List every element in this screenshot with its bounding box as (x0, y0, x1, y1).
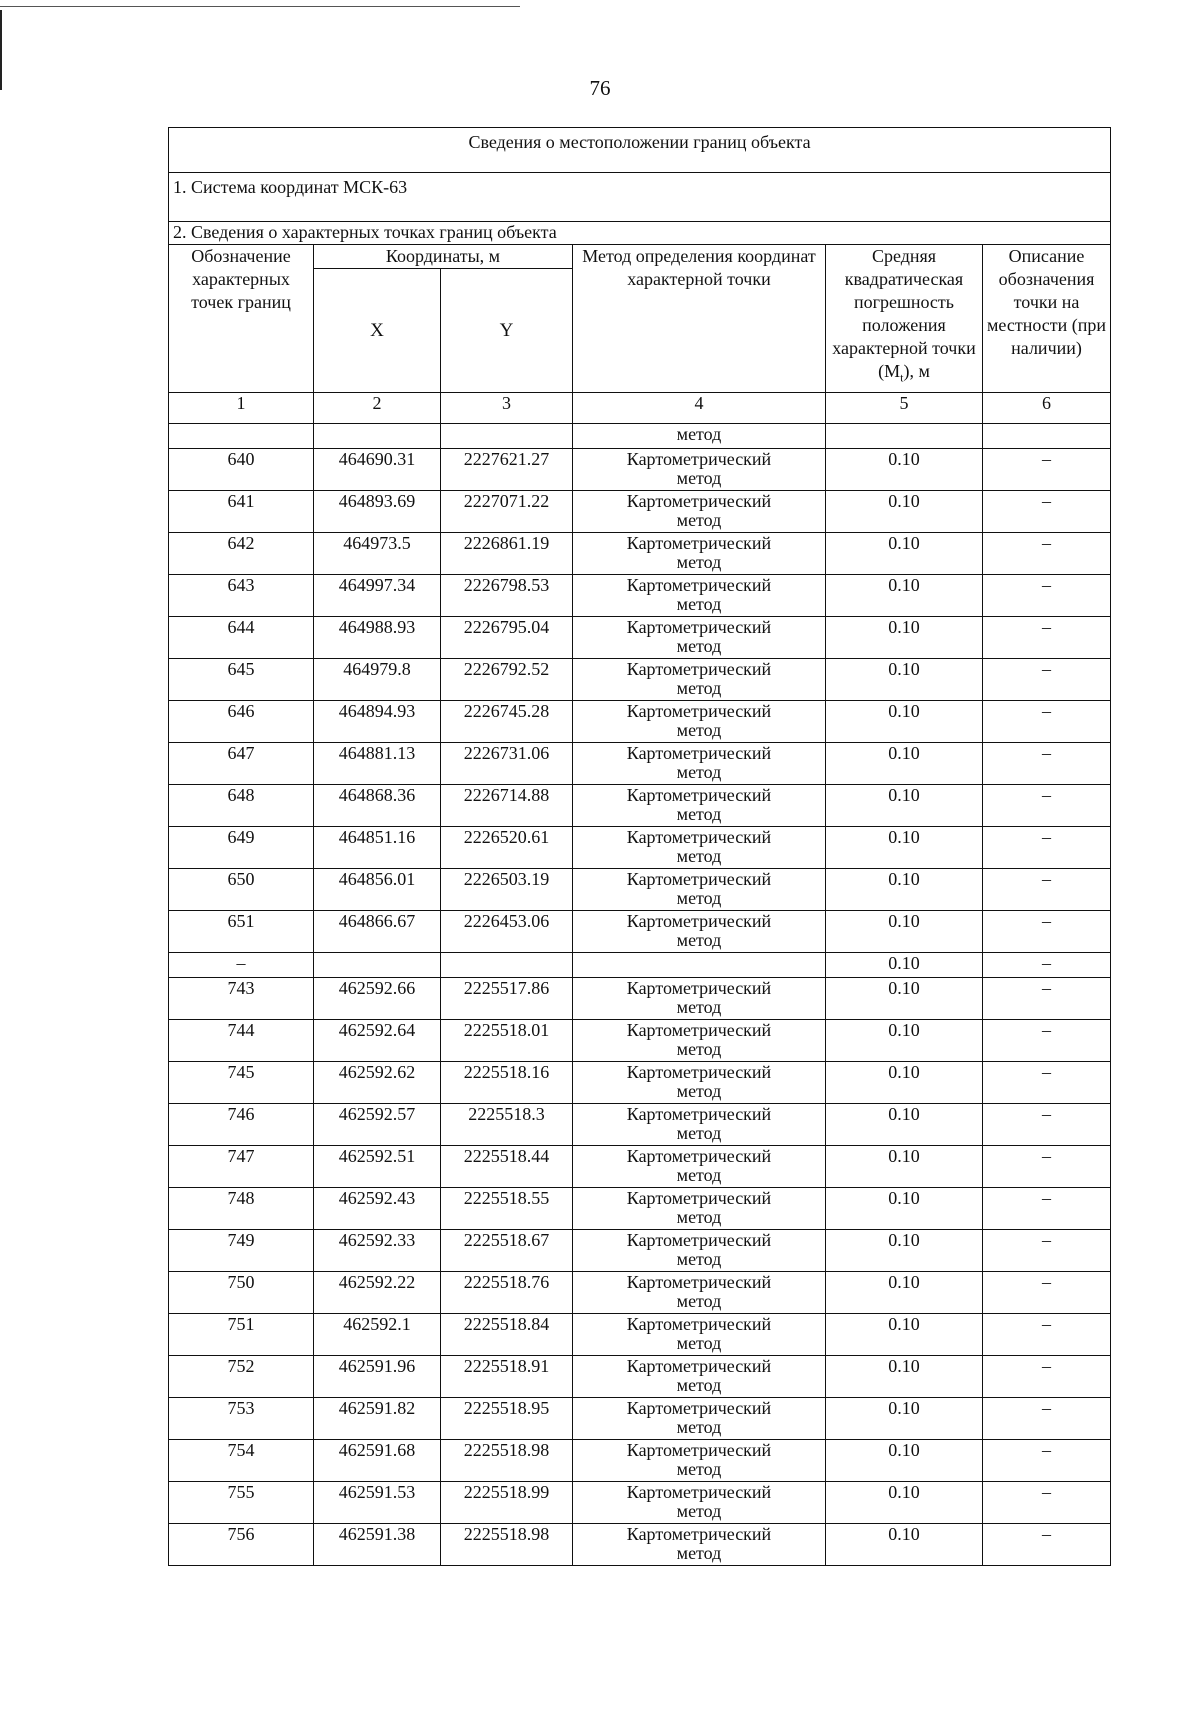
description-cell: – (983, 1314, 1111, 1356)
x-cell: 462591.38 (314, 1524, 441, 1566)
point-cell: 747 (169, 1146, 314, 1188)
method-line-1: Картометрический (626, 869, 772, 889)
method-cell (573, 1398, 826, 1440)
method-line-2: метод (676, 510, 722, 530)
y-cell: 2226798.53 (441, 575, 573, 617)
point-cell: 753 (169, 1398, 314, 1440)
method-line-1: Картометрический (626, 1146, 772, 1166)
x-cell: 462591.68 (314, 1440, 441, 1482)
error-cell: 0.10 (826, 1104, 983, 1146)
method-line-2: метод (676, 1039, 722, 1059)
description-cell: – (983, 1230, 1111, 1272)
table-title: Сведения о местоположении границ объекта (169, 128, 1111, 173)
header-y: Y (441, 269, 573, 393)
y-cell: 2225518.16 (441, 1062, 573, 1104)
point-cell: 743 (169, 978, 314, 1020)
error-cell: 0.10 (826, 953, 983, 978)
table-row (169, 743, 1111, 785)
method-line-2: метод (676, 1417, 722, 1437)
y-cell: 2225518.84 (441, 1314, 573, 1356)
point-cell: 755 (169, 1482, 314, 1524)
method-cell (573, 1314, 826, 1356)
table-row (169, 869, 1111, 911)
method-line-2: метод (676, 1207, 722, 1227)
method-cell (573, 785, 826, 827)
description-cell: – (983, 659, 1111, 701)
method-line-2: метод (676, 678, 722, 698)
method-cell (573, 978, 826, 1020)
error-cell: 0.10 (826, 1524, 983, 1566)
y-cell: 2225518.67 (441, 1230, 573, 1272)
method-line-2: метод (676, 930, 722, 950)
method-line-2: метод (676, 1543, 722, 1563)
method-line-1: Картометрический (626, 827, 772, 847)
y-cell: 2226745.28 (441, 701, 573, 743)
x-cell: 464690.31 (314, 449, 441, 491)
method-line-1: Картометрический (626, 1440, 772, 1460)
point-cell: 749 (169, 1230, 314, 1272)
method-line-2: метод (676, 997, 722, 1017)
method-line-1: Картометрический (626, 1398, 772, 1418)
table-row (169, 978, 1111, 1020)
method-line-1: Картометрический (626, 785, 772, 805)
method-cell (573, 953, 826, 978)
description-cell: – (983, 1020, 1111, 1062)
method-line-1: Картометрический (626, 1272, 772, 1292)
table-row (169, 1188, 1111, 1230)
y-cell: 2226795.04 (441, 617, 573, 659)
error-cell: 0.10 (826, 1062, 983, 1104)
method-cell (573, 449, 826, 491)
method-line-2: метод (676, 1165, 722, 1185)
error-cell: 0.10 (826, 1440, 983, 1482)
section-heading: 2. Сведения о характерных точках границ объекта (169, 222, 1111, 245)
description-cell: – (983, 869, 1111, 911)
description-cell: – (983, 743, 1111, 785)
method-line-1: Картометрический (626, 1020, 772, 1040)
method-line-2: метод (676, 594, 722, 614)
table-row (169, 1482, 1111, 1524)
method-line-2: метод (676, 1333, 722, 1353)
method-cell (573, 533, 826, 575)
description-cell: – (983, 827, 1111, 869)
point-cell: 650 (169, 869, 314, 911)
coordinate-system: 1. Система координат МСК-63 (169, 173, 1111, 222)
y-cell: 2226731.06 (441, 743, 573, 785)
scan-artifact-line (0, 6, 520, 7)
point-cell: 645 (169, 659, 314, 701)
point-cell: 642 (169, 533, 314, 575)
method-cell (573, 617, 826, 659)
method-line-1: Картометрический (626, 533, 772, 553)
col-number: 2 (314, 393, 441, 424)
method-cell (573, 1230, 826, 1272)
boundary-points-table (168, 127, 1111, 1566)
col-number: 4 (573, 393, 826, 424)
y-cell: 2225518.44 (441, 1146, 573, 1188)
col-number: 6 (983, 393, 1111, 424)
point-cell: 647 (169, 743, 314, 785)
error-cell: 0.10 (826, 701, 983, 743)
error-cell: 0.10 (826, 1272, 983, 1314)
y-cell: 2225518.99 (441, 1482, 573, 1524)
y-cell: 2225518.95 (441, 1398, 573, 1440)
x-cell: 462592.22 (314, 1272, 441, 1314)
method-cell (573, 1104, 826, 1146)
table-row (169, 1314, 1111, 1356)
error-cell: 0.10 (826, 785, 983, 827)
point-cell: 750 (169, 1272, 314, 1314)
method-cell (573, 743, 826, 785)
error-cell: 0.10 (826, 617, 983, 659)
x-cell: 464894.93 (314, 701, 441, 743)
header-description: Описание обозначения точки на местности (при наличии) (983, 245, 1111, 393)
method-line-1: Картометрический (626, 617, 772, 637)
method-line-1: Картометрический (626, 1104, 772, 1124)
table-row (169, 1356, 1111, 1398)
point-cell: 648 (169, 785, 314, 827)
header-point-designation: Обозначение характерных точек границ (169, 245, 314, 393)
point-cell: 651 (169, 911, 314, 953)
point-cell: 756 (169, 1524, 314, 1566)
method-line-2: метод (676, 1459, 722, 1479)
method-line-2: метод (676, 720, 722, 740)
header-x: X (314, 269, 441, 393)
point-cell: 754 (169, 1440, 314, 1482)
method-line-1: Картометрический (626, 1230, 772, 1250)
x-cell: 462592.43 (314, 1188, 441, 1230)
x-cell: 464997.34 (314, 575, 441, 617)
y-cell (441, 953, 573, 978)
x-cell (314, 953, 441, 978)
x-cell: 464866.67 (314, 911, 441, 953)
x-cell: 462592.51 (314, 1146, 441, 1188)
method-line-2: метод (676, 1123, 722, 1143)
x-cell: 464881.13 (314, 743, 441, 785)
method-line-2: метод (676, 762, 722, 782)
point-cell: 748 (169, 1188, 314, 1230)
method-line-1: Картометрический (626, 1524, 772, 1544)
method-line-1: Картометрический (626, 978, 772, 998)
method-line-2: метод (676, 1249, 722, 1269)
error-cell: 0.10 (826, 1188, 983, 1230)
method-cell (573, 659, 826, 701)
table-row (169, 911, 1111, 953)
y-cell: 2225518.98 (441, 1524, 573, 1566)
description-cell: – (983, 533, 1111, 575)
y-cell: 2226503.19 (441, 869, 573, 911)
point-cell: 746 (169, 1104, 314, 1146)
continuation-method: метод (573, 424, 826, 449)
table-row (169, 449, 1111, 491)
table-row (169, 1440, 1111, 1482)
description-cell: – (983, 1104, 1111, 1146)
x-cell: 464851.16 (314, 827, 441, 869)
x-cell: 462591.82 (314, 1398, 441, 1440)
table-row (169, 1524, 1111, 1566)
description-cell: – (983, 1440, 1111, 1482)
method-line-2: метод (676, 804, 722, 824)
description-cell: – (983, 575, 1111, 617)
point-cell: 640 (169, 449, 314, 491)
method-line-2: метод (676, 468, 722, 488)
description-cell: – (983, 449, 1111, 491)
method-line-2: метод (676, 846, 722, 866)
x-cell: 464973.5 (314, 533, 441, 575)
y-cell: 2225518.76 (441, 1272, 573, 1314)
description-cell: – (983, 701, 1111, 743)
error-cell: 0.10 (826, 1020, 983, 1062)
error-cell: 0.10 (826, 1398, 983, 1440)
method-line-1: Картометрический (626, 449, 772, 469)
error-cell: 0.10 (826, 743, 983, 785)
point-cell: 646 (169, 701, 314, 743)
method-line-1: Картометрический (626, 1356, 772, 1376)
header-method: Метод определения координат характерной точки (573, 245, 826, 393)
method-line-1: Картометрический (626, 1482, 772, 1502)
method-line-1: Картометрический (626, 1188, 772, 1208)
error-cell: 0.10 (826, 1146, 983, 1188)
y-cell: 2226792.52 (441, 659, 573, 701)
x-cell: 464988.93 (314, 617, 441, 659)
error-cell: 0.10 (826, 1314, 983, 1356)
y-cell: 2227071.22 (441, 491, 573, 533)
table-row (169, 1398, 1111, 1440)
x-cell: 462592.1 (314, 1314, 441, 1356)
y-cell: 2225518.91 (441, 1356, 573, 1398)
y-cell: 2227621.27 (441, 449, 573, 491)
table-row (169, 827, 1111, 869)
method-line-2: метод (676, 1291, 722, 1311)
gap-row (169, 953, 1111, 978)
point-cell: 752 (169, 1356, 314, 1398)
method-cell (573, 1146, 826, 1188)
x-cell: 462592.57 (314, 1104, 441, 1146)
method-cell (573, 911, 826, 953)
x-cell: 462592.33 (314, 1230, 441, 1272)
header-mean-error: Средняя квадратическая погрешность положения характерной точки $(M_t)$, м (826, 245, 983, 393)
point-cell: – (169, 953, 314, 978)
method-line-2: метод (676, 888, 722, 908)
method-cell (573, 1482, 826, 1524)
method-cell (573, 869, 826, 911)
y-cell: 2226520.61 (441, 827, 573, 869)
x-cell: 464979.8 (314, 659, 441, 701)
table-row (169, 701, 1111, 743)
point-cell: 745 (169, 1062, 314, 1104)
description-cell: – (983, 1272, 1111, 1314)
y-cell: 2226714.88 (441, 785, 573, 827)
method-line-1: Картометрический (626, 743, 772, 763)
description-cell: – (983, 617, 1111, 659)
method-cell (573, 1188, 826, 1230)
error-cell: 0.10 (826, 533, 983, 575)
table-row (169, 1062, 1111, 1104)
y-cell: 2225517.86 (441, 978, 573, 1020)
point-cell: 744 (169, 1020, 314, 1062)
x-cell: 462592.62 (314, 1062, 441, 1104)
error-cell: 0.10 (826, 869, 983, 911)
x-cell: 464856.01 (314, 869, 441, 911)
col-number: 3 (441, 393, 573, 424)
header-coordinates: Координаты, м (314, 245, 573, 269)
error-cell: 0.10 (826, 575, 983, 617)
table-row (169, 1272, 1111, 1314)
x-cell: 462591.53 (314, 1482, 441, 1524)
table-row (169, 659, 1111, 701)
method-cell (573, 1062, 826, 1104)
method-line-2: метод (676, 1081, 722, 1101)
description-cell: – (983, 911, 1111, 953)
description-cell: – (983, 1146, 1111, 1188)
point-cell: 751 (169, 1314, 314, 1356)
y-cell: 2226453.06 (441, 911, 573, 953)
col-number: 1 (169, 393, 314, 424)
method-cell (573, 1356, 826, 1398)
method-line-1: Картометрический (626, 701, 772, 721)
method-line-1: Картометрический (626, 491, 772, 511)
continuation-row (169, 424, 1111, 449)
method-line-1: Картометрический (626, 1314, 772, 1334)
description-cell: – (983, 491, 1111, 533)
y-cell: 2225518.55 (441, 1188, 573, 1230)
method-cell (573, 1020, 826, 1062)
method-cell (573, 1272, 826, 1314)
error-cell: 0.10 (826, 1356, 983, 1398)
method-cell (573, 1524, 826, 1566)
method-cell (573, 491, 826, 533)
table-row (169, 1230, 1111, 1272)
table-row (169, 533, 1111, 575)
x-cell: 462591.96 (314, 1356, 441, 1398)
method-line-2: метод (676, 1375, 722, 1395)
x-cell: 464868.36 (314, 785, 441, 827)
table-row (169, 575, 1111, 617)
method-line-1: Картометрический (626, 1062, 772, 1082)
error-cell: 0.10 (826, 491, 983, 533)
description-cell: – (983, 785, 1111, 827)
table-row (169, 1146, 1111, 1188)
point-cell: 649 (169, 827, 314, 869)
method-line-2: метод (676, 1501, 722, 1521)
error-cell: 0.10 (826, 659, 983, 701)
y-cell: 2225518.01 (441, 1020, 573, 1062)
description-cell: – (983, 1524, 1111, 1566)
method-line-2: метод (676, 636, 722, 656)
error-cell: 0.10 (826, 1230, 983, 1272)
error-cell: 0.10 (826, 978, 983, 1020)
y-cell: 2225518.98 (441, 1440, 573, 1482)
error-cell: 0.10 (826, 1482, 983, 1524)
x-cell: 464893.69 (314, 491, 441, 533)
method-line-2: метод (676, 552, 722, 572)
table-row (169, 491, 1111, 533)
method-cell (573, 827, 826, 869)
page-number: 76 (589, 76, 611, 100)
method-cell (573, 1440, 826, 1482)
description-cell: – (983, 1356, 1111, 1398)
col-number: 5 (826, 393, 983, 424)
description-cell: – (983, 1398, 1111, 1440)
error-cell: 0.10 (826, 911, 983, 953)
description-cell: – (983, 1062, 1111, 1104)
method-line-1: Картометрический (626, 575, 772, 595)
table-row (169, 1104, 1111, 1146)
method-line-1: Картометрический (626, 659, 772, 679)
method-line-1: Картометрический (626, 911, 772, 931)
y-cell: 2225518.3 (441, 1104, 573, 1146)
error-cell: 0.10 (826, 827, 983, 869)
x-cell: 462592.66 (314, 978, 441, 1020)
description-cell: – (983, 953, 1111, 978)
point-cell: 643 (169, 575, 314, 617)
error-cell: 0.10 (826, 449, 983, 491)
description-cell: – (983, 1188, 1111, 1230)
method-cell (573, 701, 826, 743)
description-cell: – (983, 978, 1111, 1020)
table-row (169, 785, 1111, 827)
table-row (169, 617, 1111, 659)
point-cell: 641 (169, 491, 314, 533)
point-cell: 644 (169, 617, 314, 659)
description-cell: – (983, 1482, 1111, 1524)
y-cell: 2226861.19 (441, 533, 573, 575)
method-cell (573, 575, 826, 617)
x-cell: 462592.64 (314, 1020, 441, 1062)
table-row (169, 1020, 1111, 1062)
